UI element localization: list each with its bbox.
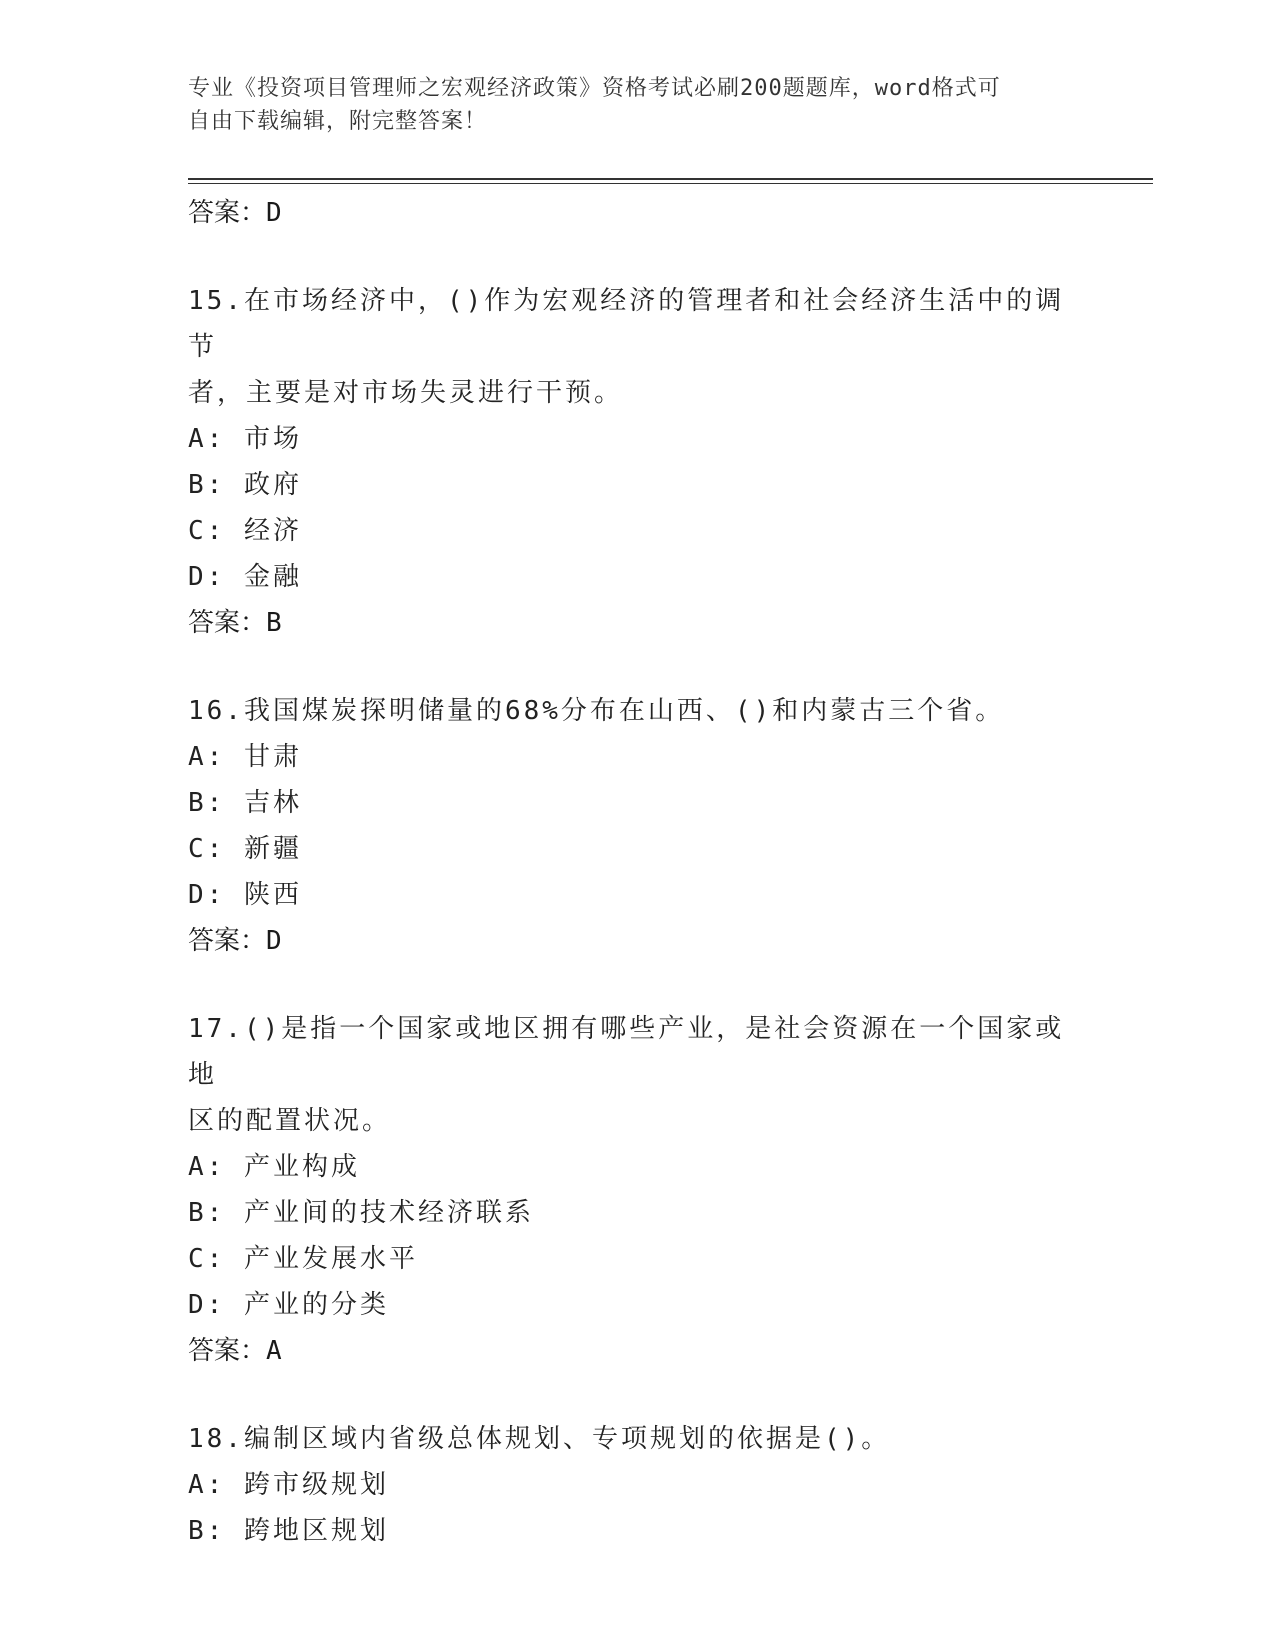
option-c: C: 新疆	[188, 834, 302, 864]
option-c: C: 经济	[188, 516, 302, 546]
option-b: B: 跨地区规划	[188, 1516, 389, 1546]
option-a: A: 甘肃	[188, 742, 302, 772]
question-text-line: 16.我国煤炭探明储量的68%分布在山西、()和内蒙古三个省。	[188, 696, 1005, 726]
option-d: D: 陕西	[188, 880, 302, 910]
answer-label: 答案：	[188, 926, 267, 956]
option-c: C: 产业发展水平	[188, 1244, 418, 1274]
question-block	[188, 1416, 1088, 1554]
header-divider-thin	[188, 183, 1153, 184]
option-a: A: 跨市级规划	[188, 1470, 389, 1500]
header-line-2: 自由下载编辑，附完整答案！	[188, 109, 488, 134]
header-line-1: 专业《投资项目管理师之宏观经济政策》资格考试必刷200题题库，word格式可	[188, 76, 1001, 101]
question-text-line: 区的配置状况。	[188, 1106, 392, 1136]
answer-value: B	[266, 608, 282, 638]
option-b: B: 吉林	[188, 788, 302, 818]
option-a: A: 产业构成	[188, 1152, 360, 1182]
question-text-line: 者，主要是对市场失灵进行干预。	[188, 378, 624, 408]
page-header	[188, 72, 1088, 138]
question-block	[188, 1006, 1088, 1374]
header-divider	[188, 178, 1153, 180]
answer-line	[188, 600, 1088, 646]
answer-label: 答案：	[188, 608, 267, 638]
option-d: D: 产业的分类	[188, 1290, 389, 1320]
answer-label: 答案：	[188, 1336, 267, 1366]
question-block	[188, 278, 1088, 646]
answer-line	[188, 190, 1088, 236]
answer-line	[188, 1328, 1088, 1374]
answer-value: D	[266, 926, 282, 956]
question-list	[188, 190, 1088, 1554]
question-text-line: 15.在市场经济中，()作为宏观经济的管理者和社会经济生活中的调节	[188, 286, 1065, 362]
answer-value: A	[266, 1336, 282, 1366]
question-text-line: 17.()是指一个国家或地区拥有哪些产业，是社会资源在一个国家或地	[188, 1014, 1065, 1090]
answer-line	[188, 918, 1088, 964]
option-b: B: 产业间的技术经济联系	[188, 1198, 534, 1228]
option-b: B: 政府	[188, 470, 302, 500]
answer-label: 答案：	[188, 198, 267, 228]
question-text-line: 18.编制区域内省级总体规划、专项规划的依据是()。	[188, 1424, 891, 1454]
option-a: A: 市场	[188, 424, 302, 454]
option-d: D: 金融	[188, 562, 302, 592]
answer-value: D	[266, 198, 282, 228]
question-block	[188, 688, 1088, 964]
